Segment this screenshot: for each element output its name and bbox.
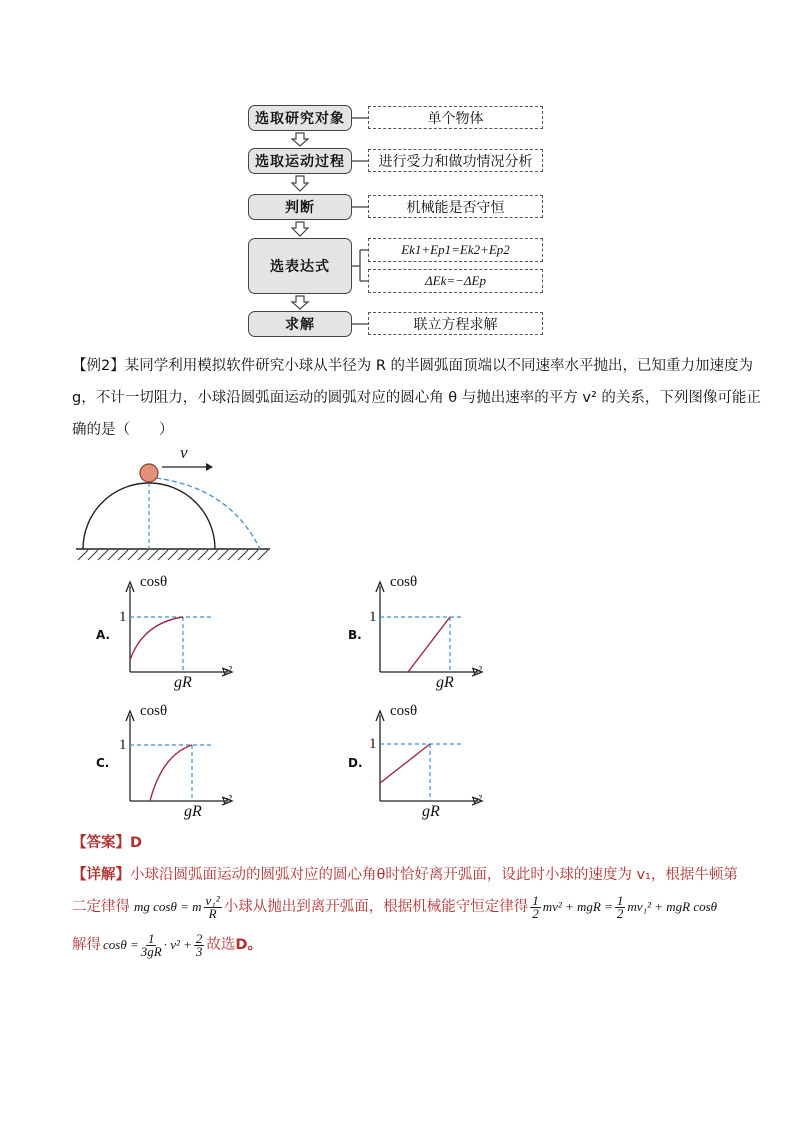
question-line-2: g，不计一切阻力，小球沿圆弧面运动的圆弧对应的圆心角 θ 与抛出速率的平方 v² 的关系，下列图像可能正 [72,390,761,406]
energy-equation-right: mv₁² + mgR cosθ [627,899,718,914]
detail-line-2 [72,890,717,924]
hemisphere-figure [70,448,280,568]
option-a-ylabel: cosθ [140,574,168,590]
flow-step-label: 选表达式 [270,259,330,275]
velocity-label: v [180,443,188,462]
fraction-denominator: 3 [195,943,203,959]
detail-text-2a: 二定律得 [72,899,130,915]
trajectory-dashed-curve [156,478,260,549]
flow-note-label: 联立方程求解 [413,316,498,333]
detail-text-3d: 故选 [206,937,236,953]
option-a-label: A. [96,628,111,642]
flow-step-label: 判断 [285,200,315,216]
newton-equation: mg cosθ = m [134,899,202,914]
fraction-denominator: 2 [532,905,539,921]
flow-note-label: 进行受力和做功情况分析 [378,153,533,170]
option-b-ytick: 1 [369,609,377,625]
answer-line [72,833,142,853]
result-equation-mid: · v² + [163,937,192,952]
flowchart-connectors [0,0,794,345]
fraction-half [615,892,626,921]
ground-hatching [78,550,268,560]
flow-note-label: Ek1+Ep1=Ek2+Ep2 [401,242,510,257]
curve [150,745,192,801]
fraction-v1-over-r [204,892,222,921]
option-b-ylabel: cosθ [390,574,418,590]
detail-line-3 [72,928,262,962]
detail-text-3a: 解得 [72,937,101,953]
down-arrow-icon [292,296,308,309]
answer-tag: 【答案】 [72,835,130,851]
option-d-xtick: gR [422,803,440,820]
arrow-head-icon [206,463,213,471]
detail-text-2c: 小球从抛出到离开弧面，根据机械能守恒定律得 [223,899,529,915]
result-equation: cosθ = [103,937,139,952]
ball [140,464,158,482]
option-a-ytick: 1 [119,609,127,625]
fraction-numerator: 1 [147,930,155,946]
fraction-numerator: 2 [195,930,203,946]
fraction-denominator: R [208,905,217,921]
option-c-label: C. [96,756,110,770]
flow-note-label: 机械能是否守恒 [406,199,505,216]
flow-step-label: 选取运动过程 [255,154,345,170]
option-c-graph [118,707,268,817]
fraction-numerator: 1 [616,892,624,908]
option-d-ylabel: cosθ [390,703,418,719]
option-b-label: B. [348,628,362,642]
fraction-one-over-3gr [140,930,162,959]
option-c-ylabel: cosθ [140,703,168,719]
option-d-graph [368,707,518,817]
option-b-graph [368,578,518,688]
fraction-numerator: 1 [532,892,539,908]
option-b-xtick: gR [436,674,454,691]
flow-note-label: ΔEk=−ΔEp [425,273,486,288]
question-line-3: 确的是（ ） [72,422,174,438]
curve [380,744,430,783]
down-arrow-icon [292,176,308,191]
option-a-graph [118,578,268,688]
option-b-xlabel: v² [472,663,482,678]
flow-note-label: 单个物体 [427,110,484,127]
fraction-denominator: 3gR [140,943,162,959]
option-d-ytick: 1 [369,736,377,752]
fraction-denominator: 2 [616,905,624,921]
detail-text-3e: D。 [235,937,262,953]
detail-line-1 [72,865,738,885]
fraction-numerator: v₁² [205,892,220,908]
down-arrow-icon [292,222,308,236]
option-c-xlabel: v² [222,792,232,807]
energy-equation-left: mv² + mgR = [542,899,613,914]
option-c-xtick: gR [184,803,202,820]
curve [408,617,450,672]
answer-value: D [130,835,143,851]
curve [130,617,183,660]
detail-text-1: 小球沿圆弧面运动的圆弧对应的圆心角θ时恰好离开弧面，设此时小球的速度为 v₁，根据牛顿第 [130,867,738,883]
flow-step-label: 求解 [285,317,315,333]
question-line-1: 【例2】某同学利用模拟软件研究小球从半径为 R 的半圆弧面顶端以不同速率水平抛出，已知重力加速度为 [72,358,754,374]
fraction-two-thirds [194,930,205,959]
option-d-label: D. [348,756,363,770]
down-arrow-icon [292,133,308,146]
option-a-xtick: gR [174,674,192,691]
detail-tag: 【详解】 [72,867,130,883]
option-c-ytick: 1 [119,737,127,753]
fraction-half [530,892,541,921]
flow-step-label: 选取研究对象 [255,111,345,127]
option-a-xlabel: v² [222,663,232,678]
option-d-xlabel: v² [472,792,482,807]
